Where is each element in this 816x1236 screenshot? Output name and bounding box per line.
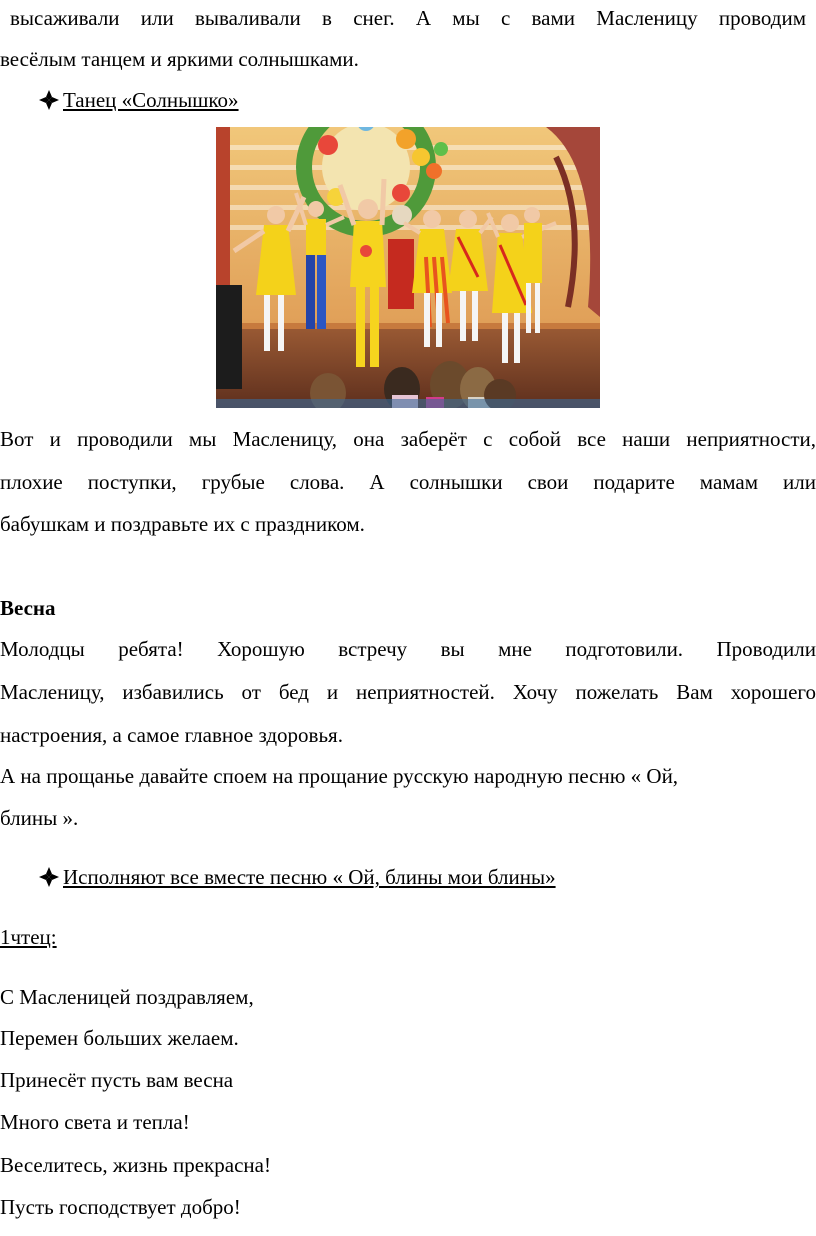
- dance-title: Танец «Солнышко»: [63, 88, 239, 112]
- dance-photo-image: [216, 127, 600, 408]
- speaker-spring: Весна: [0, 596, 56, 620]
- diamond-bullet-icon: [38, 89, 60, 111]
- dance-photo: [216, 127, 600, 408]
- spring-line-2: Масленицу, избавились от бед и неприятностей. Хочу пожелать Вам хорошего: [0, 680, 816, 704]
- verse-line: С Масленицей поздравляем,: [0, 985, 254, 1009]
- spring-line-4: А на прощанье давайте споем на прощание русскую народную песню « Ой,: [0, 764, 679, 788]
- verse-line: Пусть господствует добро!: [0, 1195, 241, 1219]
- diamond-bullet-icon: [38, 866, 60, 888]
- spring-line-1: Молодцы ребята! Хорошую встречу вы мне подготовили. Проводили: [0, 637, 816, 661]
- verse-line: Перемен больших желаем.: [0, 1026, 239, 1050]
- song-title: Исполняют все вместе песню « Ой, блины мои блины»: [63, 865, 556, 889]
- spring-line-3: настроения, а самое главное здоровья.: [0, 723, 343, 747]
- verse-line: Много света и тепла!: [0, 1110, 190, 1134]
- farewell-line-1: Вот и проводили мы Масленицу, она заберёт с собой все наши неприятности,: [0, 427, 816, 451]
- verse-line: Принесёт пусть вам весна: [0, 1068, 234, 1092]
- intro-line-1: высаживали или вываливали в снег. А мы с вами Масленицу проводим: [10, 6, 806, 30]
- farewell-line-2: плохие поступки, грубые слова. А солнышки свои подарите мамам или: [0, 470, 816, 494]
- reader-label: 1чтец:: [0, 925, 57, 949]
- intro-line-2: весёлым танцем и яркими солнышками.: [0, 47, 359, 71]
- spring-line-5: блины ».: [0, 806, 79, 830]
- verse-line: Веселитесь, жизнь прекрасна!: [0, 1153, 271, 1177]
- farewell-line-3: бабушкам и поздравьте их с праздником.: [0, 512, 365, 536]
